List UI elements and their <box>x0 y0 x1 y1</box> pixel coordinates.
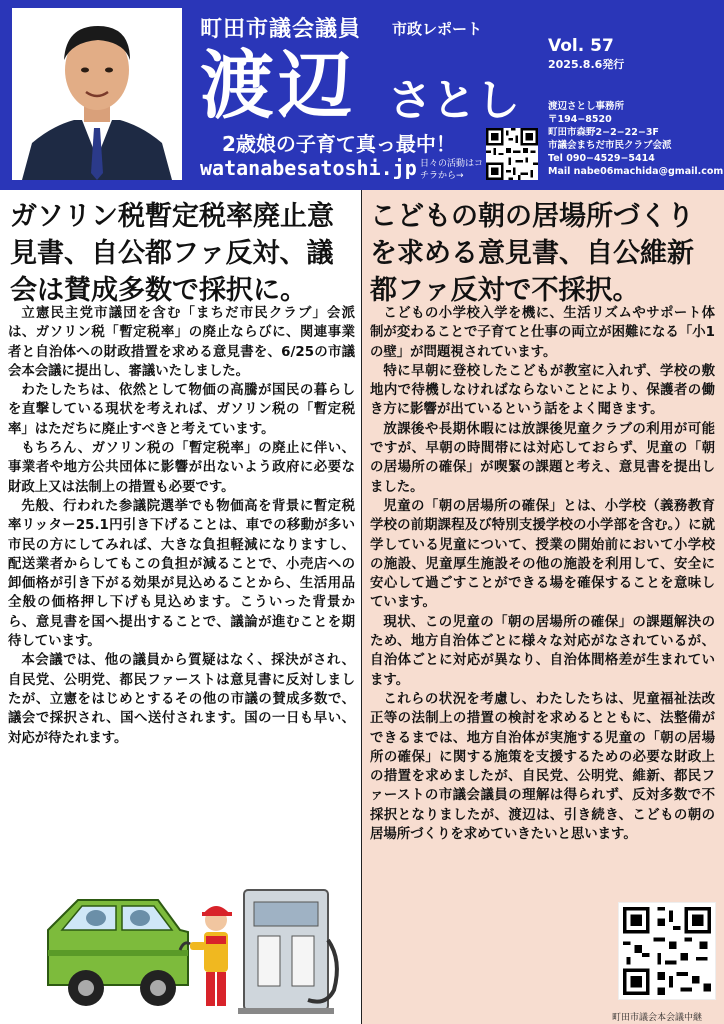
office-tel[interactable]: Tel 090−4529−5414 <box>548 153 655 164</box>
paragraph: 現状、この児童の「朝の居場所の確保」の課題解決のため、地方自治体ごとに様々な対応がなされているが、自治体ごとに対応が異なり、自治体間格差が生まれています。 <box>370 614 715 688</box>
name-surname: 渡辺 <box>200 43 356 129</box>
volume-number: Vol. 57 <box>548 36 614 56</box>
left-headline: ガソリン税暫定税率廃止意見書、自公都ファ反対、議会は賛成多数で採択に。 <box>10 201 334 306</box>
paragraph: わたしたちは、依然として物価の高騰が国民の暮らしを直撃している現状を考えれば、ガソリン税の「暫定税率」はただちに廃止すべきと考えています。 <box>8 383 355 437</box>
office-address: 町田市森野2−2−22−3F <box>548 127 659 138</box>
qr-code-icon[interactable] <box>486 128 538 180</box>
qr-hint: 日々の活動はコチラから→ <box>420 159 484 181</box>
right-article-body <box>370 304 715 844</box>
qr-caption: 町田市議会本会議中継 <box>612 1013 703 1023</box>
office-postal: 〒194−8520 <box>548 114 612 125</box>
paragraph: こどもの小学校入学を機に、生活リズムやサポート体制が変わることで子育てと仕事の両立が困難になる「小1の壁」が問題視されています。 <box>370 306 715 360</box>
paragraph: 立憲民主党市議団を含む「まちだ市民クラブ」会派は、ガソリン税「暫定税率」の廃止ならびに、関連事業者と自治体への財政措置を求める意見書を、6/25の市議会本会議に提出し、審議いたしました。 <box>8 306 355 379</box>
tagline: 2歳娘の子育て真っ最中！ <box>222 132 456 156</box>
right-article <box>362 190 724 1024</box>
right-headline: こどもの朝の居場所づくりを求める意見書、自公維新都ファ反対で不採択。 <box>370 201 694 306</box>
paragraph-text: これらの状況を考慮し、わたしたちは、児童福祉法改正等の法制上の措置の検討を求めるとともに、法整備ができるまでは、地方自治体が実施する児童の「朝の居場所の確保」に関する施策を支援するための必要な財政上の措置を求めましたが、自民党、公明党、維新、都民ファーストの市議会議員の理解は得られず、反対多数で不採択となりましたが、渡辺は、引き続き、こどもの朝の居場所づくりを求めていきたいと思います。 <box>370 691 715 843</box>
fuel-pump-icon <box>180 890 337 1014</box>
paragraph: 児童の「朝の居場所の確保」とは、小学校（義務教育学校の前期課程及び特別支援学校の小学部を含む。）に就学している児童について、授業の開始前において小学校の施設、児童厚生施設その他の施設を利用して、安全に安心して過ごすことができる場を確保することを意味しています。 <box>370 498 715 611</box>
paragraph: 先般、行われた参議院選挙でも物価高を背景に暫定税率リッター25.1円引き下げることは、車での移動が多い市民の方にしてみれば、大きな負担軽減になりますし、配送業者からしてもこの負担が減ることで、小売店への卸価格が引き下がる効果が見込めることから、生活用品全般の価格押し下げも見込めます。こういった背景から、意見書を国へ提出することで、議論が進むことを期待しています。 <box>8 498 355 650</box>
website-link[interactable]: watanabesatoshi.jp <box>200 156 417 180</box>
left-article <box>0 190 362 1024</box>
report-label: 市政レポート <box>392 20 483 38</box>
paragraph: 本会議では、他の議員から質疑はなく、採決がされ、自民党、公明党、都民ファーストは意見書に反対しましたが、立憲をはじめとするその他の市議の賛成多数で、議会で採択され、国へ送付されます。国の一日も早い、対応が待たれます。 <box>8 653 355 746</box>
qr-code-icon[interactable] <box>618 902 716 1000</box>
car-gas-station-illustration <box>8 880 348 1020</box>
car-icon <box>48 900 188 1006</box>
paragraph: 放課後や長期休暇には放課後児童クラブの利用が可能ですが、早朝の時間帯には対応しておらず、児童の「朝の居場所の確保」が喫緊の課題と考え、意見書を提出しました。 <box>370 421 715 495</box>
left-article-body <box>8 304 355 748</box>
paragraph: 特に早朝に登校したこどもが教室に入れず、学校の敷地内で待機しなければならないことにより、保護者の働き方に影響が出ているという話をよく聞きます。 <box>370 363 715 418</box>
header-banner <box>0 0 724 190</box>
issue-date: 2025.8.6発行 <box>548 58 625 71</box>
paragraph: もちろん、ガソリン税の「暫定税率」の廃止に伴い、事業者や地方公共団体に影響が出ないよう政府に必要な財政上又は法制上の措置も必要です。 <box>8 441 355 495</box>
office-contact-block <box>548 100 723 178</box>
office-mail[interactable]: Mail nabe06machida@gmail.com <box>548 166 724 177</box>
office-name: 渡辺さとし事務所 <box>548 101 625 112</box>
name-given: さとし <box>388 75 520 126</box>
paragraph-with-qr <box>370 690 715 844</box>
office-group: 市議会まちだ市民クラブ会派 <box>548 140 672 151</box>
attendant-icon <box>190 906 232 1006</box>
portrait-photo <box>12 8 182 180</box>
councillor-role: 町田市議会議員 <box>200 17 362 42</box>
